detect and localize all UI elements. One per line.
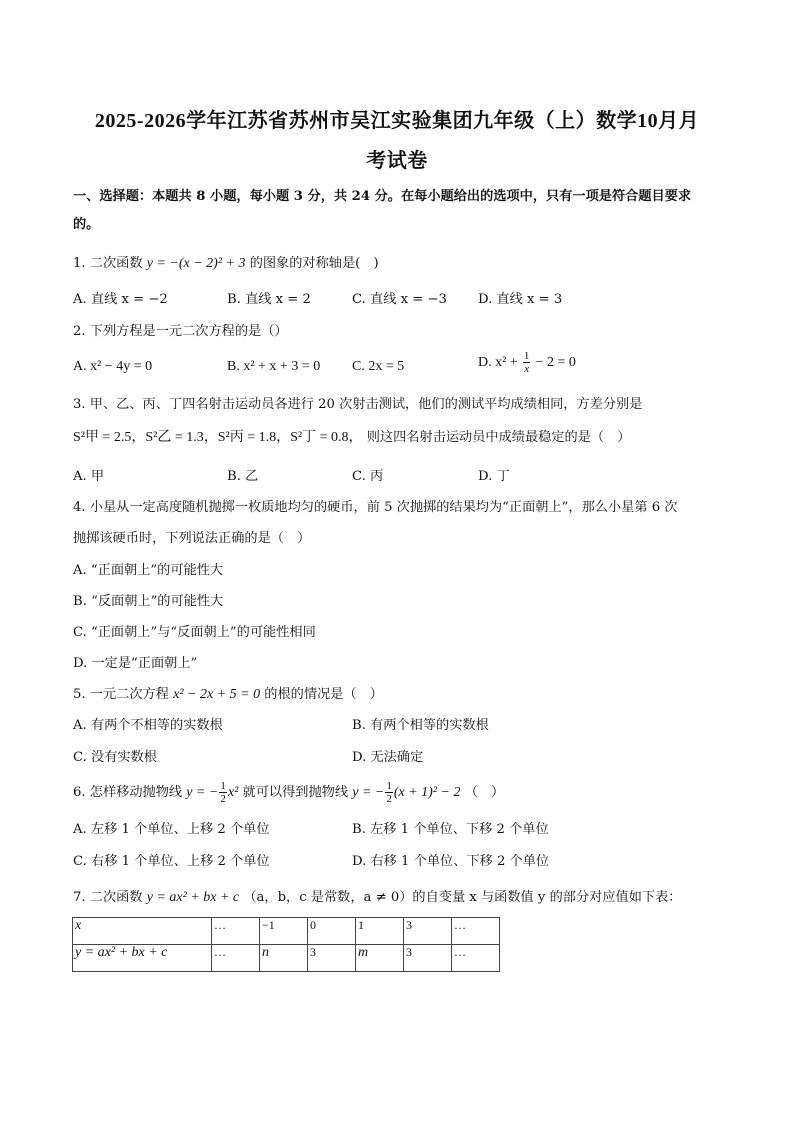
question-3-option-c: C. 丙	[352, 469, 384, 484]
question-6-formula-1-left: y = −	[186, 785, 219, 800]
question-7-formula: y = ax² + bx + c	[146, 890, 240, 905]
question-3-option-d: D. 丁	[478, 469, 510, 484]
question-4-cont: 抛掷该硬币时，下列说法正确的是（ ）	[73, 531, 311, 546]
table-row	[73, 918, 500, 945]
question-1	[73, 255, 379, 273]
question-6-option-c: C. 右移 1 个单位、上移 2 个单位	[73, 854, 270, 869]
value-table	[72, 917, 500, 972]
table-cell: …	[212, 918, 260, 945]
question-6-option-d: D. 右移 1 个单位、下移 2 个单位	[352, 854, 550, 869]
table-cell: x	[73, 918, 212, 945]
table-cell: 0	[308, 918, 356, 945]
question-4-option-a: A. “正面朝上”的可能性大	[73, 563, 224, 578]
fraction-numerator: 1	[220, 780, 226, 792]
question-5-option-c: C. 没有实数根	[73, 750, 157, 765]
question-3-option-b: B. 乙	[227, 469, 259, 484]
question-1-option-a: A. 直线 x = −2	[73, 292, 168, 307]
question-6-option-b: B. 左移 1 个单位、下移 2 个单位	[352, 822, 549, 837]
question-2-option-d-suffix: − 2 = 0	[535, 355, 576, 370]
question-1-option-d: D. 直线 x = 3	[478, 292, 563, 307]
question-3: 3. 甲、乙、丙、丁四名射击运动员各进行 20 次射击测试，他们的测试平均成绩相同，方差分别是	[73, 397, 643, 412]
question-6	[73, 780, 504, 805]
question-4-option-d: D. 一定是“正面朝上”	[73, 656, 198, 671]
question-1-formula: y = −(x − 2)² + 3	[146, 256, 246, 271]
question-1-prefix: 1. 二次函数	[73, 256, 143, 271]
question-6-formula-2-right: (x + 1)² − 2	[393, 785, 461, 800]
table-cell: m	[356, 945, 404, 972]
table-cell: …	[452, 918, 500, 945]
question-4-option-b: B. “反面朝上”的可能性大	[73, 594, 224, 609]
question-5	[73, 686, 383, 704]
question-2-option-b: B. x² + x + 3 = 0	[227, 359, 321, 374]
fraction-numerator: 1	[386, 780, 392, 792]
question-3-cont	[73, 429, 630, 447]
question-5-option-a: A. 有两个不相等的实数根	[73, 718, 223, 733]
table-cell: 3	[404, 945, 452, 972]
question-5-option-d: D. 无法确定	[352, 750, 424, 765]
question-2: 2. 下列方程是一元二次方程的是（）	[73, 324, 288, 339]
question-6-formula-2-left: y = −	[352, 785, 385, 800]
question-6-formula-1-right: x²	[227, 785, 239, 800]
fraction-numerator: 1	[523, 350, 530, 362]
question-5-prefix: 5. 一元二次方程	[73, 687, 169, 702]
question-4-option-c: C. “正面朝上”与“反面朝上”的可能性相同	[73, 625, 316, 640]
fraction-denominator: x	[524, 363, 530, 375]
question-5-suffix: 的根的情况是（ ）	[264, 687, 383, 702]
fraction-denominator: 2	[220, 793, 226, 805]
table-cell: y = ax² + bx + c	[73, 945, 212, 972]
question-3-ask: 则这四名射击运动员中成绩最稳定的是（ ）	[366, 430, 631, 445]
section-heading: 一、选择题：本题共 8 小题，每小题 3 分，共 24 分。在每小题给出的选项中，只有一项是符合题目要求	[73, 189, 692, 204]
section-heading-cont: 的。	[73, 217, 100, 232]
table-cell: 3	[404, 918, 452, 945]
question-6-fraction-1	[219, 780, 227, 805]
question-5-formula: x² − 2x + 5 = 0	[173, 687, 261, 702]
question-1-option-b: B. 直线 x = 2	[227, 292, 311, 307]
question-2-option-d-fraction	[523, 350, 531, 375]
table-cell: n	[260, 945, 308, 972]
question-2-option-a: A. x² − 4y = 0	[73, 359, 153, 374]
table-cell: …	[452, 945, 500, 972]
table-cell: …	[212, 945, 260, 972]
question-6-fraction-2	[385, 780, 393, 805]
page-title-cont: 考试卷	[366, 150, 428, 172]
question-1-suffix: 的图象的对称轴是( )	[249, 256, 379, 271]
question-6-middle: 就可以得到抛物线	[242, 785, 349, 800]
table-cell: 3	[308, 945, 356, 972]
fraction-denominator: 2	[386, 793, 392, 805]
question-6-option-a: A. 左移 1 个单位、上移 2 个单位	[73, 822, 270, 837]
question-7-suffix: （a，b，c 是常数，a ≠ 0）的自变量 x 与函数值 y 的部分对应值如下表：	[243, 890, 682, 905]
question-3-option-a: A. 甲	[73, 469, 105, 484]
table-row	[73, 945, 500, 972]
question-1-option-c: C. 直线 x = −3	[352, 292, 447, 307]
question-4: 4. 小星从一定高度随机抛掷一枚质地均匀的硬币，前 5 次抛掷的结果均为“正面朝上”，那么小星第 6 次	[73, 500, 678, 515]
page-title: 2025-2026学年江苏省苏州市吴江实验集团九年级（上）数学10月月	[94, 110, 700, 132]
question-6-suffix: （ ）	[464, 785, 505, 800]
question-7-prefix: 7. 二次函数	[73, 890, 143, 905]
table-cell: −1	[260, 918, 308, 945]
question-2-option-d-prefix: D. x² +	[478, 355, 518, 370]
question-6-prefix: 6. 怎样移动抛物线	[73, 785, 183, 800]
question-7	[73, 889, 681, 907]
question-2-option-c: C. 2x = 5	[352, 359, 405, 374]
question-5-option-b: B. 有两个相等的实数根	[352, 718, 489, 733]
table-cell: 1	[356, 918, 404, 945]
question-3-variances: S²甲 = 2.5，S²乙 = 1.3，S²丙 = 1.8，S²丁 = 0.8，	[73, 430, 363, 445]
question-2-option-d	[478, 350, 576, 375]
